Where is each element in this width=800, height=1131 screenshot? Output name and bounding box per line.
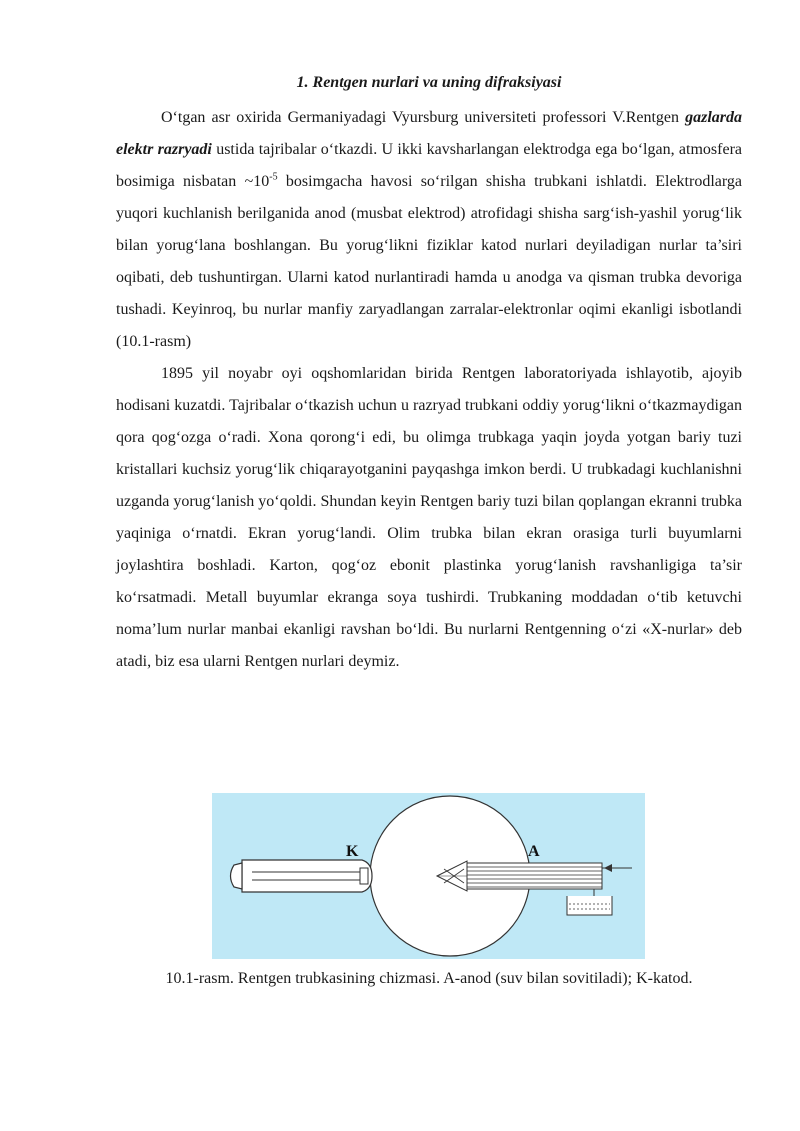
section-heading: 1. Rentgen nurlari va uning difraksiyasi — [296, 74, 562, 91]
anode-assembly — [437, 861, 602, 891]
pressure-exponent: -5 — [269, 171, 278, 183]
anode-label: A — [528, 843, 540, 860]
cathode-label: K — [346, 843, 359, 860]
paragraph-1-part-2: ustida tajribalar o‘tkazdi. U ikki kavsharlangan elektrodga ega bo‘lgan, atmosfera bosimiga nisbatan ~10 — [116, 141, 742, 190]
water-vessel — [567, 896, 612, 915]
cathode-neck — [242, 860, 372, 892]
cathode-cup — [360, 868, 368, 884]
cathode-cap — [231, 863, 243, 889]
figure-caption: 10.1-rasm. Rentgen trubkasining chizmasi. A-anod (suv bilan sovitiladi); K-katod. — [165, 970, 693, 987]
document-page — [116, 72, 742, 678]
paragraph-1 — [116, 102, 742, 358]
paragraph-1-part-1: O‘tgan asr oxirida Germaniyadagi Vyursburg universiteti professori V.Rentgen — [161, 109, 686, 126]
xray-tube-diagram — [212, 793, 645, 959]
paragraph-2: 1895 yil noyabr oyi oqshomlaridan birida Rentgen laboratoriyada ishlayotib, ajoyib hodisani kuzatdi. Tajribalar o‘tkazish uchun u razryad trubkani oddiy yorug‘likni o‘tkazmaydigan qora qog‘ozga o‘radi. Xona qorong‘i edi, bu olimga trubkaga yaqin joyda yotgan bariy tuzi kristallari kuchsiz yorug‘lik chiqarayotganini payqashga imkon berdi. U trubkadagi kuchlanishni uzganda yorug‘lanish yo‘qoldi. Shundan keyin Rentgen bariy tuzi bilan qoplangan ekranni trubka yaqiniga o‘rnatdi. Ekran yorug‘landi. Olim trubka bilan ekran orasiga turli buyumlarni joylashtira boshladi. Karton, qog‘oz ebonit plastinka yorug‘lanish ravshanligiga ta’sir ko‘rsatmadi. Metall buyumlar ekranga soya tushirdi. Trubkaning moddadan o‘tib ketuvchi noma’lum nurlar manbai ekanligi ravshan bo‘ldi. Bu nurlarni Rentgenning o‘zi «X-nurlar» deb atadi, biz esa ularni Rentgen nurlari deymiz. — [116, 365, 742, 670]
paragraph-1-emphasis: gazlarda elektr razryadi — [116, 109, 742, 158]
paragraph-1-part-3: bosimgacha havosi so‘rilgan shisha trubkani ishlatdi. Elektrodlarga yuqori kuchlanish berilganida anod (musbat elektrod) atrofidagi shisha sarg‘ish-yashil yorug‘lik bilan yorug‘lana boshlangan. Bu yorug‘likni fiziklar katod nurlari deyiladigan nurlar ta’siri oqibati, deb tushuntirgan. Ularni katod nurlantiradi hamda u anodga va qisman trubka devoriga tushadi. Keyinroq, bu nurlar manfiy zaryadlangan zarralar-elektronlar oqimi ekanligi isbotlandi (10.1-rasm) — [116, 173, 743, 350]
